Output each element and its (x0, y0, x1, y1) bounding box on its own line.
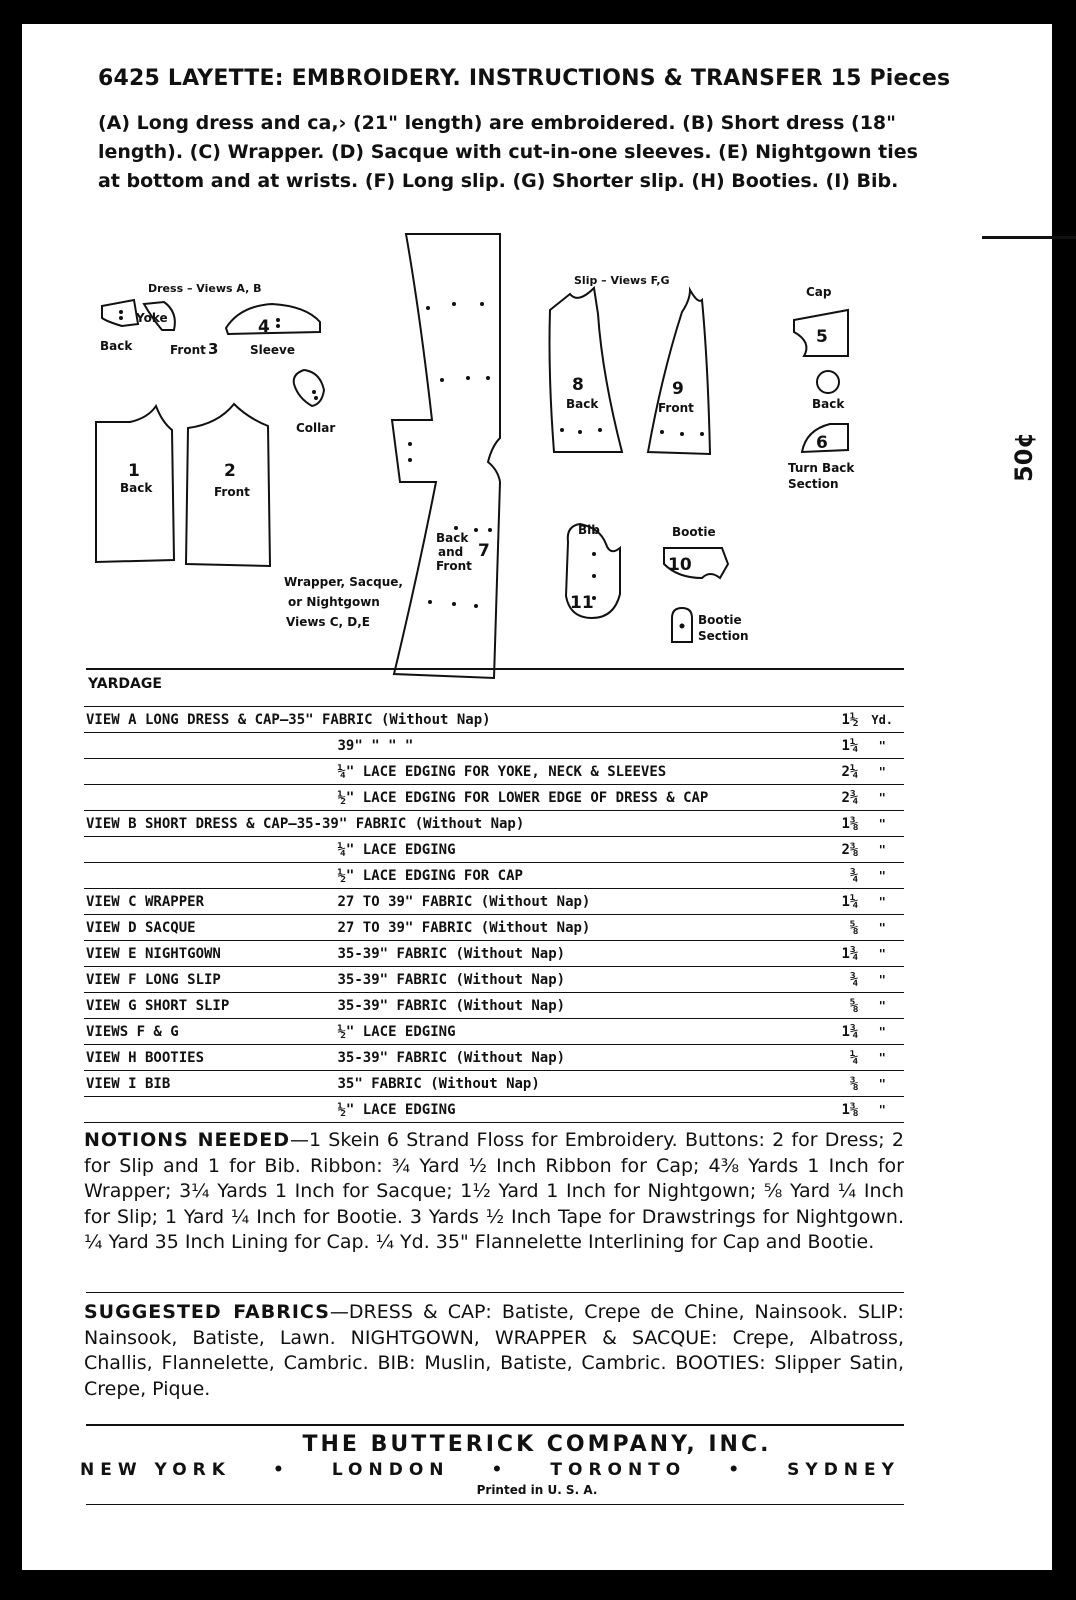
yardage-amount-cell: 1¾ (797, 1019, 860, 1045)
slip-heading: Slip – Views F,G (574, 274, 670, 287)
yardage-amount-cell: 1¼ (797, 733, 860, 759)
wrapper-label-line-3: Views C, D,E (286, 615, 370, 629)
piece-5-label: 5 (816, 327, 828, 347)
notions-lead: NOTIONS NEEDED (84, 1129, 290, 1151)
yardage-unit-cell: " (860, 863, 904, 889)
yardage-amount-cell: 2¾ (797, 785, 860, 811)
yardage-unit-cell: " (860, 889, 904, 915)
yardage-unit-cell: " (860, 941, 904, 967)
turn-back-label-1: Turn Back (788, 461, 855, 475)
yardage-view-cell (84, 759, 336, 785)
yardage-amount-cell: ⅝ (797, 915, 860, 941)
yardage-view-cell: VIEW F LONG SLIP (84, 967, 336, 993)
piece-6-label: 6 (816, 433, 828, 453)
yardage-row (84, 707, 904, 733)
yardage-row (84, 915, 904, 941)
yardage-view-cell: VIEWS F & G (84, 1019, 336, 1045)
yardage-item-cell: 27 TO 39" FABRIC (Without Nap) (336, 889, 798, 915)
yoke-label: Yoke (136, 311, 168, 325)
city-sydney: SYDNEY (787, 1460, 900, 1480)
divider-notions (86, 1292, 904, 1293)
yardage-view-cell: VIEW I BIB (84, 1071, 336, 1097)
yardage-view-cell (84, 1097, 336, 1123)
yardage-unit-cell: " (860, 1071, 904, 1097)
yardage-item-cell: ½" LACE EDGING FOR CAP (336, 863, 798, 889)
yardage-item-cell: 35-39" FABRIC (Without Nap) (336, 1045, 798, 1071)
yardage-unit-cell: " (860, 1097, 904, 1123)
yardage-amount-cell: 1⅜ (797, 1097, 860, 1123)
turn-back-label-2: Section (788, 477, 839, 491)
yoke-back-label: Back (100, 339, 133, 353)
yardage-amount-cell: 1½ (797, 707, 860, 733)
yardage-view-cell: VIEW B SHORT DRESS & CAP—35-39" FABRIC (Without Nap) (84, 811, 797, 837)
yardage-amount-cell: 1¼ (797, 889, 860, 915)
yardage-row (84, 863, 904, 889)
yardage-view-cell: VIEW A LONG DRESS & CAP—35" FABRIC (Without Nap) (84, 707, 797, 733)
piece-7-label: 7 (478, 541, 490, 561)
yardage-row (84, 811, 904, 837)
yardage-item-cell: 35-39" FABRIC (Without Nap) (336, 993, 798, 1019)
yardage-item-cell: 39" " " " (336, 733, 798, 759)
yardage-unit-cell: " (860, 785, 904, 811)
yardage-row (84, 733, 904, 759)
slip-back-label: Back (566, 397, 599, 411)
yardage-row (84, 759, 904, 785)
wrapper-label-line-1: Wrapper, Sacque, (284, 575, 403, 589)
yardage-view-cell: VIEW C WRAPPER (84, 889, 336, 915)
yardage-unit-cell: " (860, 1045, 904, 1071)
yardage-view-cell: VIEW H BOOTIES (84, 1045, 336, 1071)
city-toronto: TORONTO (550, 1460, 687, 1480)
fabrics-lead: SUGGESTED FABRICS (84, 1301, 330, 1323)
yardage-row (84, 1071, 904, 1097)
yardage-row (84, 785, 904, 811)
yardage-view-cell: VIEW E NIGHTGOWN (84, 941, 336, 967)
dress-front-label: Front (214, 485, 250, 499)
wrapper-label-line-2: or Nightgown (288, 595, 380, 609)
wrapper-back-label: Back (436, 531, 469, 545)
printed-note: Printed in U. S. A. (476, 1483, 598, 1497)
city-separator: • (491, 1460, 509, 1480)
yardage-amount-cell: ⅜ (797, 1071, 860, 1097)
yardage-amount-cell: ¾ (797, 863, 860, 889)
yardage-view-cell: VIEW D SACQUE (84, 915, 336, 941)
yardage-view-cell: VIEW G SHORT SLIP (84, 993, 336, 1019)
slip-front-label: Front (658, 401, 694, 415)
slip-front-piece (648, 290, 710, 454)
yardage-unit-cell: Yd. (860, 707, 904, 733)
city-separator: • (728, 1460, 746, 1480)
yardage-unit-cell: " (860, 993, 904, 1019)
cap-back-label: Back (812, 397, 845, 411)
cap-back-piece (817, 371, 839, 393)
yardage-amount-cell: ⅝ (797, 993, 860, 1019)
fabrics-body: —DRESS & CAP: Batiste, Crepe de Chine, Nainsook. SLIP: Nainsook, Batiste, Lawn. NIGHTGOWN, WRAPPER & SACQUE: Crepe, Albatross, Challis, Flannelette, Cambric. BIB: Muslin, Batiste, Cambric. BOOTIES: Slipper Satin, Crepe, Pique. (84, 1301, 904, 1400)
yardage-unit-cell: " (860, 915, 904, 941)
piece-10-label: 10 (668, 555, 692, 575)
yardage-row (84, 993, 904, 1019)
city-new-york: NEW YORK (80, 1460, 231, 1480)
yardage-amount-cell: 2¼ (797, 759, 860, 785)
city-london: LONDON (331, 1460, 450, 1480)
bootie-section-label-2: Section (698, 629, 749, 643)
yardage-row (84, 967, 904, 993)
yardage-amount-cell: 2⅜ (797, 837, 860, 863)
yardage-amount-cell: 1⅜ (797, 811, 860, 837)
company-cities (80, 1460, 900, 1480)
piece-3-label: 3 (208, 340, 219, 358)
yardage-unit-cell: " (860, 733, 904, 759)
yardage-item-cell: 35-39" FABRIC (Without Nap) (336, 941, 798, 967)
price-label: 50¢ (1010, 431, 1038, 482)
yardage-item-cell: ¼" LACE EDGING (336, 837, 798, 863)
sleeve-piece (226, 304, 320, 334)
yardage-item-cell: 35-39" FABRIC (Without Nap) (336, 967, 798, 993)
yoke-front-label: Front (170, 343, 206, 357)
piece-9-label: 9 (672, 379, 684, 399)
collar-label: Collar (296, 421, 336, 435)
divider-footer-bottom (86, 1504, 904, 1505)
sleeve-label: Sleeve (250, 343, 295, 357)
pattern-pieces-diagram (22, 214, 1052, 704)
divider-footer-top (86, 1424, 904, 1426)
piece-8-label: 8 (572, 375, 584, 395)
yardage-row (84, 1097, 904, 1123)
yardage-table (84, 706, 904, 1123)
yardage-unit-cell: " (860, 1019, 904, 1045)
wrapper-front-label: Front (436, 559, 472, 573)
company-name: THE BUTTERICK COMPANY, INC. (302, 1432, 772, 1457)
piece-2-label: 2 (224, 461, 236, 481)
fabrics-paragraph (84, 1300, 904, 1402)
city-separator: • (272, 1460, 290, 1480)
pattern-title: 6425 LAYETTE: EMBROIDERY. INSTRUCTIONS & TRANSFER 15 Pieces (98, 66, 951, 91)
intro-line-1: (A) Long dress and ca,› (21" length) are embroidered. (B) Short dress (18" (98, 112, 897, 134)
yardage-amount-cell: 1¾ (797, 941, 860, 967)
yardage-item-cell: ½" LACE EDGING FOR LOWER EDGE OF DRESS & CAP (336, 785, 798, 811)
yardage-item-cell: 35" FABRIC (Without Nap) (336, 1071, 798, 1097)
collar-piece (294, 370, 324, 406)
bib-label: Bib (578, 523, 600, 537)
cap-heading: Cap (806, 285, 832, 299)
piece-1-label: 1 (128, 461, 140, 481)
dress-back-label: Back (120, 481, 153, 495)
yardage-row (84, 941, 904, 967)
notions-body: —1 Skein 6 Strand Floss for Embroidery. Buttons: 2 for Dress; 2 for Slip and 1 for Bib. Ribbon: ¾ Yard ½ Inch Ribbon for Cap; 4⅜ Yards 1 Inch for Wrapper; 3¼ Yards 1 Inch for Sacque; 1½ Yard 1 Inch for Nightgown; ⅝ Yard ¼ Inch for Slip; 1 Yard ¼ Inch for Bootie. 3 Yards ½ Inch Tape for Drawstrings for Nightgown. ¼ Yard 35 Inch Lining for Cap. ¼ Yd. 35" Flannelette Interlining for Cap and Bootie. (84, 1129, 904, 1253)
yardage-view-cell (84, 785, 336, 811)
wrapper-piece (392, 234, 500, 678)
pattern-envelope-back (22, 24, 1052, 1570)
dress-heading: Dress – Views A, B (148, 282, 262, 295)
yardage-item-cell: ¼" LACE EDGING FOR YOKE, NECK & SLEEVES (336, 759, 798, 785)
divider-top (86, 668, 904, 670)
yardage-heading: YARDAGE (88, 676, 162, 692)
yardage-row (84, 1019, 904, 1045)
intro-line-2: length). (C) Wrapper. (D) Sacque with cut-in-one sleeves. (E) Nightgown ties (98, 141, 918, 163)
yardage-row (84, 889, 904, 915)
yardage-unit-cell: " (860, 837, 904, 863)
bootie-section-label-1: Bootie (698, 613, 742, 627)
intro-line-3: at bottom and at wrists. (F) Long slip. (G) Shorter slip. (H) Booties. (I) Bib. (98, 170, 899, 192)
yardage-amount-cell: ¼ (797, 1045, 860, 1071)
yardage-unit-cell: " (860, 759, 904, 785)
yardage-view-cell (84, 863, 336, 889)
yardage-amount-cell: ¾ (797, 967, 860, 993)
notions-paragraph (84, 1128, 904, 1256)
bootie-heading: Bootie (672, 525, 716, 539)
yardage-unit-cell: " (860, 967, 904, 993)
wrapper-and-label: and (438, 545, 464, 559)
yardage-row (84, 1045, 904, 1071)
yardage-view-cell (84, 733, 336, 759)
piece-4-label: 4 (258, 317, 270, 337)
yardage-view-cell (84, 837, 336, 863)
yardage-unit-cell: " (860, 811, 904, 837)
yardage-item-cell: ½" LACE EDGING (336, 1019, 798, 1045)
yardage-item-cell: 27 TO 39" FABRIC (Without Nap) (336, 915, 798, 941)
piece-11-label: 11 (570, 593, 594, 613)
slip-back-piece (550, 288, 623, 452)
yardage-row (84, 837, 904, 863)
yardage-item-cell: ½" LACE EDGING (336, 1097, 798, 1123)
